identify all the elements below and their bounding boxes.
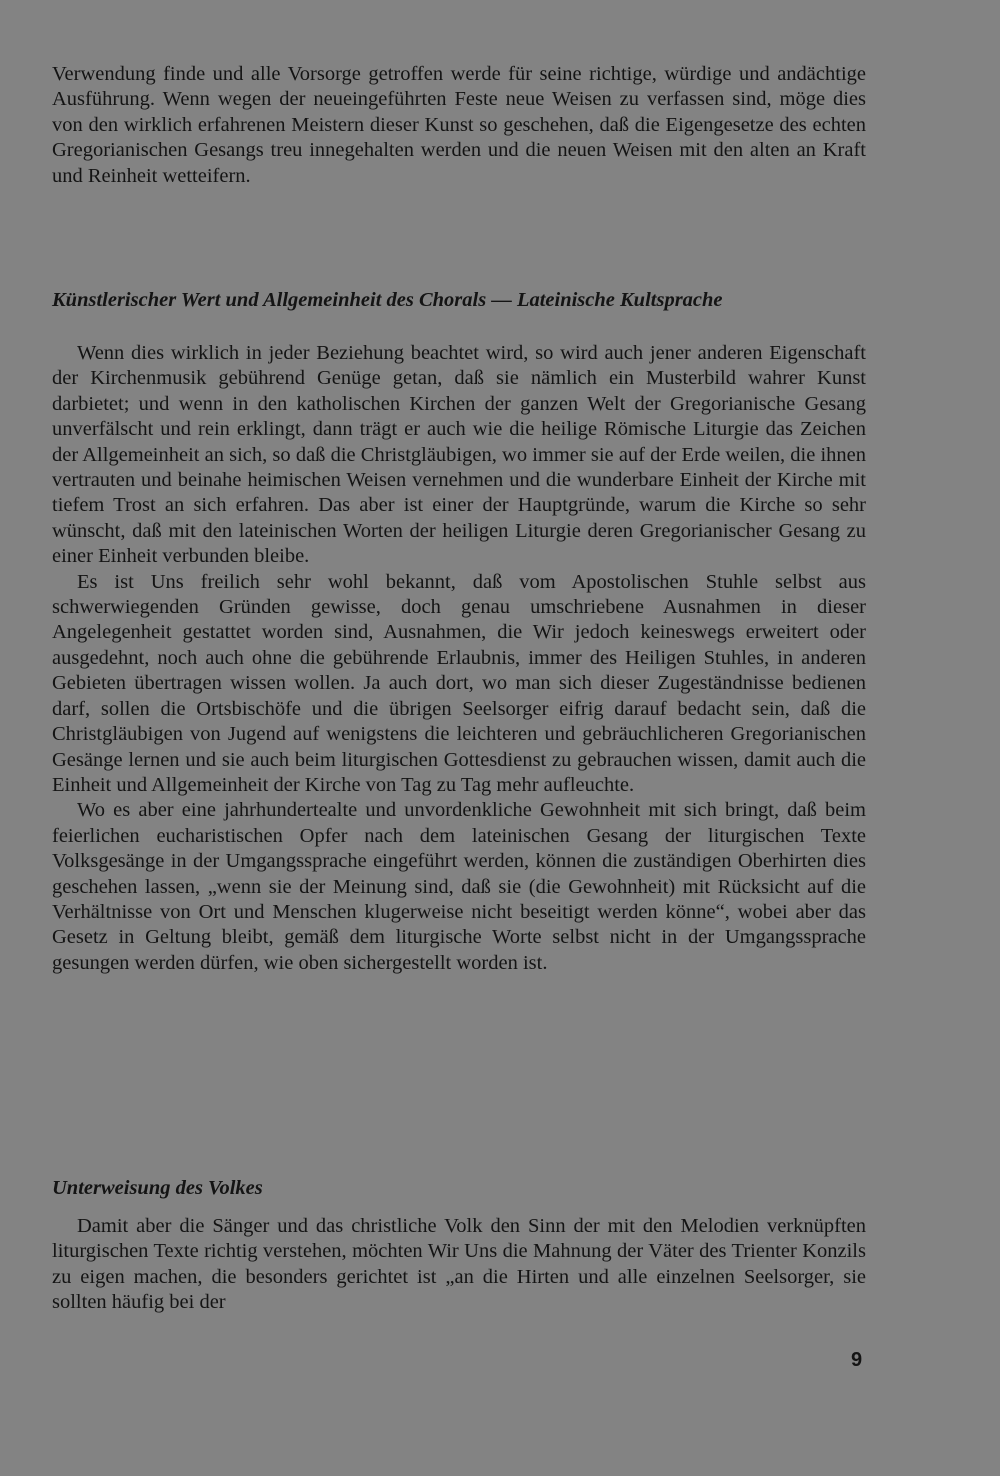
body-paragraph: Wenn dies wirklich in jeder Beziehung beachtet wird, so wird auch jener anderen Eigenschaft der Kirchenmusik gebührend Genüge getan, daß sie nämlich ein Musterbild wahrer Kunst darbietet; und wenn in den katholischen Kirchen der ganzen Welt der Gregorianische Gesang unverfälscht und rein erklingt, dann trägt er auch wie die heilige Römische Liturgie das Zeichen der Allgemeinheit an sich, so daß die Christgläubigen, wo immer sie auf der Erde weilen, die ihnen vertrauten und beinahe heimischen Weisen vernehmen und die wunderbare Einheit der Kirche mit tiefem Trost an sich erfahren. Das aber ist einer der Hauptgründe, warum die Kirche so sehr wünscht, daß mit den lateinischen Worten der heiligen Liturgie deren Gregorianischer Gesang zu einer Einheit verbunden bleibe. bbox=[52, 342, 866, 568]
section-body-volk bbox=[52, 1214, 866, 1316]
section-heading-volk: Unterweisung des Volkes bbox=[52, 1177, 263, 1199]
section-heading-chorals: Künstlerischer Wert und Allgemeinheit des Chorals — Lateinische Kultsprache bbox=[52, 289, 723, 311]
body-paragraph: Es ist Uns freilich sehr wohl bekannt, daß vom Apostolischen Stuhle selbst aus schwerwiegenden Gründen gewisse, doch genau umschriebene Ausnahmen in dieser Angelegenheit gestattet worden sind, Ausnahmen, die Wir jedoch keineswegs erweitert oder ausgedehnt, noch auch ohne die gebührende Erlaubnis, immer des Heiligen Stuhles, in anderen Gebieten übertragen wissen wollen. Ja auch dort, wo man sich dieser Zugeständnisse bedienen darf, sollen die Ortsbischöfe und die übrigen Seelsorger eifrig darauf bedacht sein, daß die Christgläubigen von Jugend auf wenigstens die leichteren und gebräuchlicheren Gregorianischen Gesänge lernen und sie auch beim liturgischen Gottesdienst zu gebrauchen wissen, damit auch die Einheit und Allgemeinheit der Kirche von Tag zu Tag mehr aufleuchte. bbox=[52, 570, 866, 796]
intro-paragraph: Verwendung finde und alle Vorsorge getroffen werde für seine richtige, würdige und andächtige Ausführung. Wenn wegen der neueingeführten Feste neue Weisen zu verfassen sind, möge dies von den wirklich erfahrenen Meistern dieser Kunst so geschehen, daß die Eigengesetze des echten Gregorianischen Gesangs treu innegehalten werden und die neuen Weisen mit den alten an Kraft und Reinheit wetteifern. bbox=[52, 63, 866, 187]
body-paragraph: Damit aber die Sänger und das christliche Volk den Sinn der mit den Melodien verknüpften liturgischen Texte richtig verstehen, möchten Wir Uns die Mahnung der Väter des Trienter Konzils zu eigen machen, die besonders gerichtet ist „an die Hirten und alle einzelnen Seelsorger, sie sollten häufig bei der bbox=[52, 1215, 866, 1314]
page-number: 9 bbox=[851, 1349, 863, 1371]
body-paragraph: Wo es aber eine jahrhundertealte und unvordenkliche Gewohnheit mit sich bringt, daß beim feierlichen eucharistischen Opfer nach dem lateinischen Gesang der liturgischen Texte Volksgesänge in der Umgangssprache eingeführt werden, können die zuständigen Oberhirten dies geschehen lassen, „wenn sie der Meinung sind, daß sie (die Gewohnheit) mit Rücksicht auf die Verhältnisse von Ort und Menschen klugerweise nicht beseitigt werden könne“, wobei aber das Gesetz in Geltung bleibt, gemäß dem liturgische Worte selbst nicht in der Umgangssprache gesungen werden dürfen, wie oben sichergestellt worden ist. bbox=[52, 799, 866, 974]
section-body-chorals bbox=[52, 341, 866, 976]
